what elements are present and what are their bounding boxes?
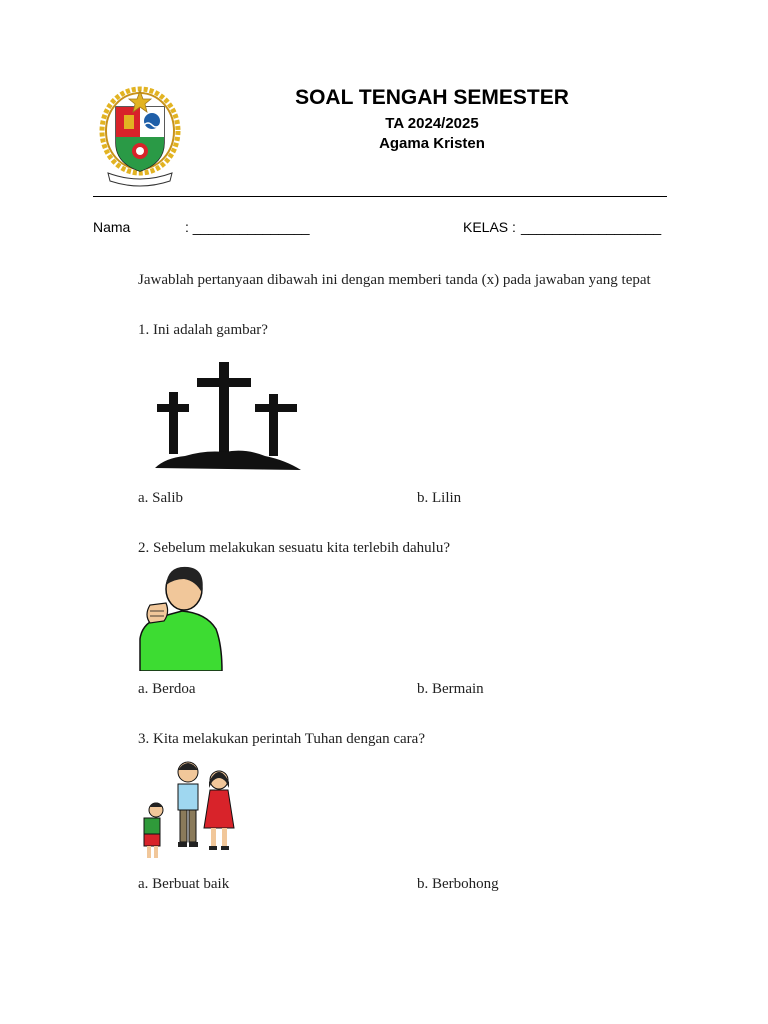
children-greeting-icon	[138, 760, 238, 864]
class-label: KELAS :	[463, 219, 516, 235]
province-emblem-logo	[98, 85, 182, 189]
page-title: SOAL TENGAH SEMESTER	[295, 86, 569, 109]
subject-name: Agama Kristen	[379, 135, 485, 152]
academic-year: TA 2024/2025	[385, 115, 479, 132]
name-label: Nama	[93, 219, 131, 235]
question-2-option-b[interactable]: b. Bermain	[417, 681, 484, 697]
question-2-option-a[interactable]: a. Berdoa	[138, 681, 196, 697]
question-1-option-a[interactable]: a. Salib	[138, 490, 183, 506]
three-crosses-icon	[155, 360, 303, 472]
instruction-text: Jawablah pertanyaan dibawah ini dengan memberi tanda (x) pada jawaban yang tepat	[138, 272, 651, 288]
question-1-text: 1. Ini adalah gambar?	[138, 322, 268, 338]
question-3-option-b[interactable]: b. Berbohong	[417, 876, 499, 892]
question-2-text: 2. Sebelum melakukan sesuatu kita terlebih dahulu?	[138, 540, 450, 556]
question-3-text: 3. Kita melakukan perintah Tuhan dengan cara?	[138, 731, 425, 747]
question-1-option-b[interactable]: b. Lilin	[417, 490, 462, 506]
question-3-option-a[interactable]: a. Berbuat baik	[138, 876, 230, 892]
class-field[interactable]: __________________	[521, 219, 662, 235]
header-divider	[93, 196, 667, 197]
praying-boy-icon	[136, 563, 224, 671]
name-field[interactable]: : _______________	[185, 219, 310, 235]
